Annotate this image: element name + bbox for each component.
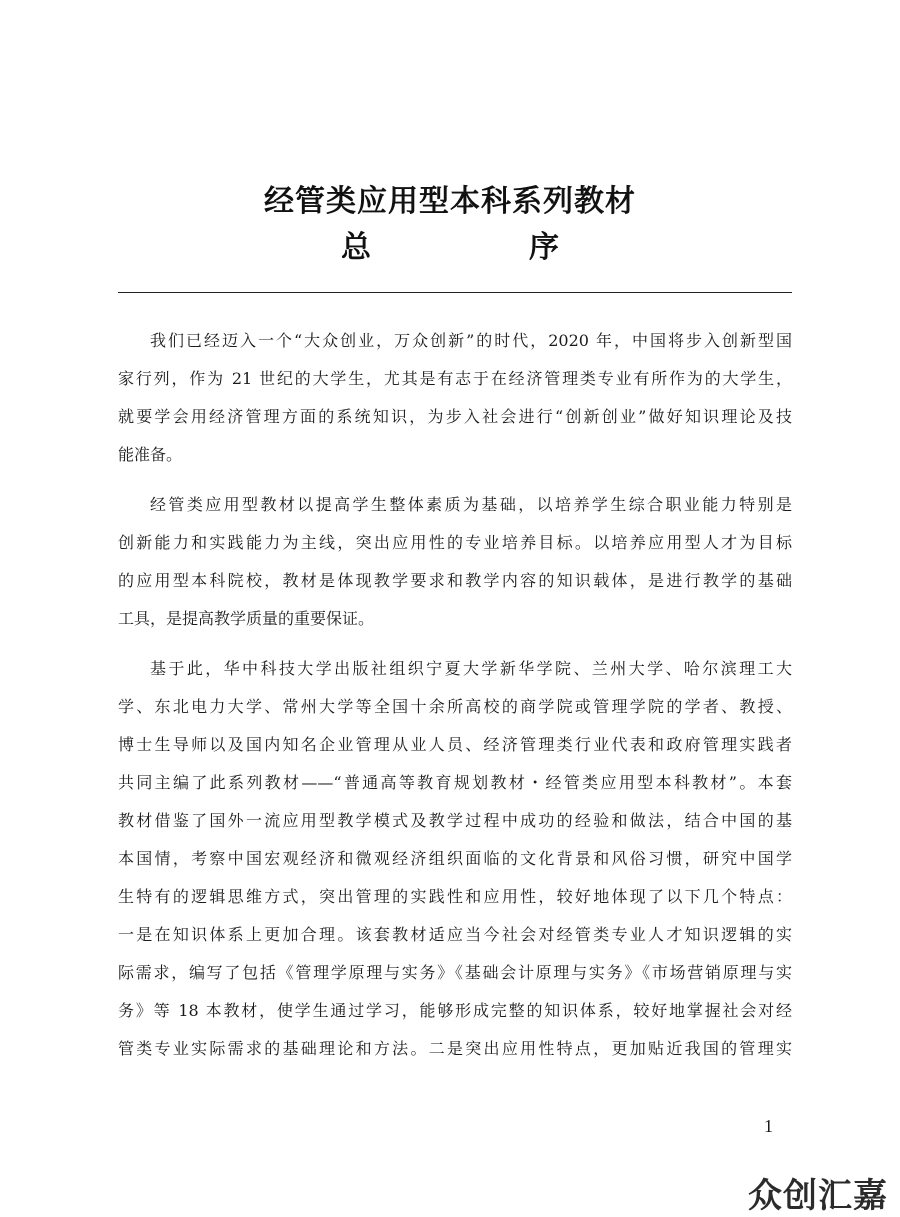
text-line: 经管类应用型教材以提高学生整体素质为基础，以培养学生综合职业能力特别是 [150, 495, 792, 514]
text-line: 管类专业实际需求的基础理论和方法。二是突出应用性特点，更加贴近我国的管理实 [118, 1039, 792, 1058]
title-divider [118, 292, 792, 293]
text-line: 共同主编了此系列教材——“普通高等教育规划教材・经管类应用型本科教材”。本套 [118, 773, 792, 792]
body-text [118, 328, 792, 1074]
text-line: 工具，是提高教学质量的重要保证。 [118, 609, 375, 628]
text-line: 创新能力和实践能力为主线，突出应用性的专业培养目标。以培养应用型人才为目标 [118, 533, 792, 552]
watermark-logo: 众创汇嘉 [748, 1176, 888, 1216]
text-line: 本国情，考察中国宏观经济和微观经济组织面临的文化背景和风俗习惯，研究中国学 [118, 849, 792, 868]
text-line: 生特有的逻辑思维方式，突出管理的实践性和应用性，较好地体现了以下几个特点： [118, 887, 792, 906]
document-title: 经管类应用型本科系列教材 [264, 184, 636, 219]
document-subtitle: 总 序 [341, 230, 623, 265]
paragraph [118, 492, 792, 644]
text-line: 家行列，作为 21 世纪的大学生，尤其是有志于在经济管理类专业有所作为的大学生， [118, 369, 792, 388]
page-number: 1 [764, 1116, 773, 1136]
text-line: 际需求，编写了包括《管理学原理与实务》《基础会计原理与实务》《市场营销原理与实 [118, 963, 792, 982]
text-line: 一是在知识体系上更加合理。该套教材适应当今社会对经管类专业人才知识逻辑的实 [118, 925, 792, 944]
text-line: 能准备。 [118, 445, 183, 464]
text-line: 就要学会用经济管理方面的系统知识，为步入社会进行“创新创业”做好知识理论及技 [118, 407, 792, 426]
text-line: 基于此，华中科技大学出版社组织宁夏大学新华学院、兰州大学、哈尔滨理工大 [150, 659, 792, 678]
text-line: 务》等 18 本教材，使学生通过学习，能够形成完整的知识体系，较好地掌握社会对经 [118, 1001, 792, 1020]
text-line: 博士生导师以及国内知名企业管理从业人员、经济管理类行业代表和政府管理实践者 [118, 735, 792, 754]
text-line: 的应用型本科院校，教材是体现教学要求和教学内容的知识载体，是进行教学的基础 [118, 571, 792, 590]
text-line: 学、东北电力大学、常州大学等全国十余所高校的商学院或管理学院的学者、教授、 [118, 697, 792, 716]
text-line: 教材借鉴了国外一流应用型教学模式及教学过程中成功的经验和做法，结合中国的基 [118, 811, 792, 830]
paragraph [118, 656, 792, 1074]
text-line: 我们已经迈入一个“大众创业，万众创新”的时代，2020 年，中国将步入创新型国 [150, 331, 792, 350]
paragraph [118, 328, 792, 480]
